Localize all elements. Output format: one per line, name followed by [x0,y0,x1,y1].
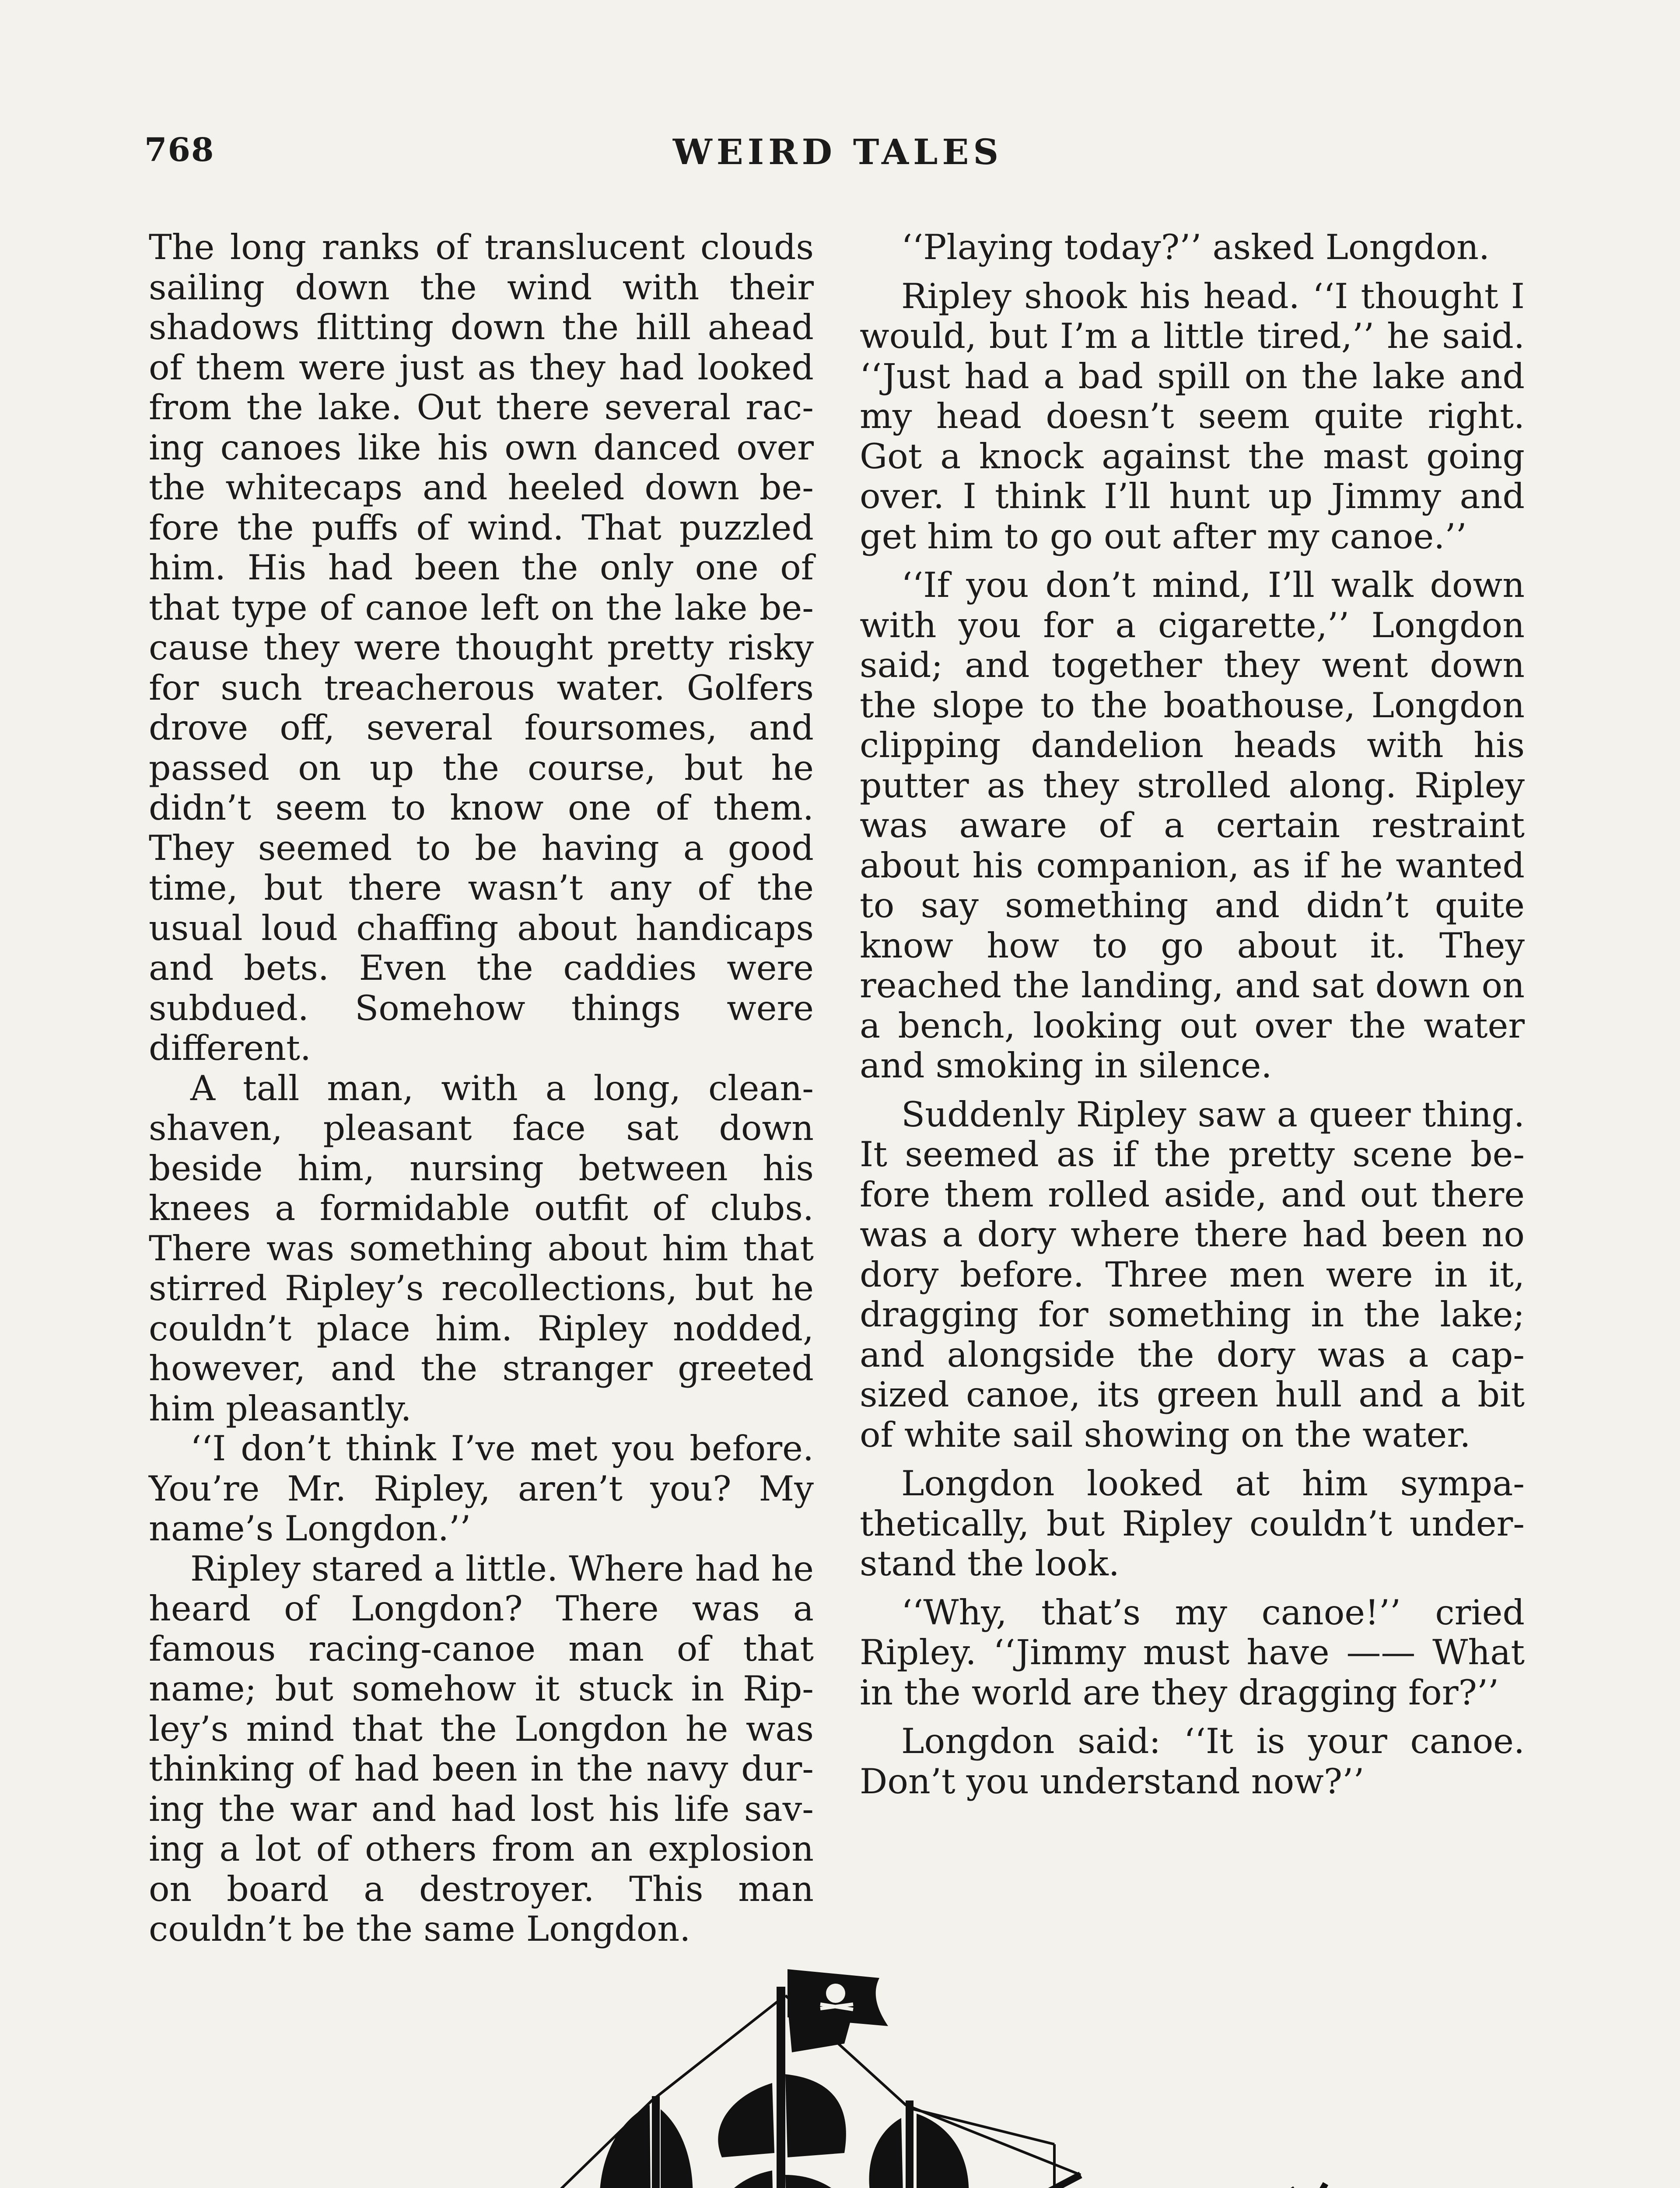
sail [869,2118,904,2188]
paragraph: Ripley stared a little. Where had he heard of Longdon? There was a famous racing-canoe man of that name; but somehow it stuck in Ripley’s mind that the Longdon he was thinking of had been in the navy during the war and had lost his life saving a lot of others from an explosion on board a destroyer. This man couldn’t be the same Longdon. [149,1548,814,1949]
paragraph: Longdon looked at him sympathetically, but Ripley couldn’t understand the look. [860,1463,1525,1584]
sail [785,2074,846,2157]
sail [661,2109,693,2188]
paragraph: A tall man, with a long, clean-shaven, pleasant face sat down beside him, nursing between his knees a formidable outfit of clubs. There was something about him that stirred Ripley’s recollections, but he couldn’t place him. Ripley nodded, however, and the stranger greeted him pleasantly. [149,1068,814,1429]
page-number: 768 [144,131,215,169]
paragraph: Longdon said: ‘‘It is your canoe. Don’t you understand now?’’ [860,1721,1525,1802]
left-text-column [149,228,814,1950]
paragraph: The long ranks of translucent clouds sailing down the wind with their shadows flitting down the hill ahead of them were just as they had looked from the lake. Out there several racing canoes like his own danced over the whitecaps and heeled down before the puffs of wind. That puzzled him. His had been the only one of that type of canoe left on the lake because they were thought pretty risky for such treacherous water. Golfers drove off, several foursomes, and passed on up the course, but he didn’t seem to know one of them. They seemed to be having a good time, but there wasn’t any of the usual loud chaffing about handicaps and bets. Even the caddies were subdued. Somehow things were different. [149,227,814,1068]
sail [917,2114,969,2188]
main-mast [777,1987,785,2188]
sail [785,2175,860,2188]
paragraph: ‘‘Playing today?’’ asked Longdon. [901,227,1490,267]
paragraph: Ripley shook his head. ‘‘I thought I would, but I’m a little tired,’’ he said. ‘‘Just had a bad spill on the lake and my head doesn’t seem quite right. Got a knock against the mast going over. I think I’ll hunt up Jimmy and get him to go out after my canoe.’’ [860,276,1525,557]
right-text-column [860,228,1525,1802]
paragraph: ‘‘Why, that’s my canoe!’’ cried Ripley. ‘‘Jimmy must have —— What in the world are they dragging for?’’ [860,1592,1525,1713]
fore-mast [906,2100,914,2188]
paragraph: ‘‘If you don’t mind, I’ll walk down with you for a cigarette,’’ Longdon said; and together they went down the slope to the boathouse, Longdon clipping dandelion heads with his putter as they strolled along. Ripley was aware of a certain restraint about his companion, as if he wanted to say something and didn’t quite know how to go about it. They reached the landing, and sat down on a bench, looking out over the water and smoking in silence. [860,565,1525,1086]
running-title: WEIRD TALES [672,131,1003,172]
sail [718,2083,774,2157]
seagull [1291,2184,1326,2188]
mizzen-mast [652,2096,660,2188]
paragraph: Suddenly Ripley saw a queer thing. It seemed as if the pretty scene before them rolled aside, and out there was a dory where there had been no dory before. Three men were in it, dragging for something in the lake; and alongside the dory was a capsized canoe, its green hull and a bit of white sail showing on the water. [860,1094,1525,1455]
page-header [144,131,1531,184]
sail [712,2170,774,2188]
sail [599,2105,651,2188]
pirate-ship-illustration [162,1969,1531,2188]
paragraph: ‘‘I don’t think I’ve met you before. You’re Mr. Ripley, aren’t you? My name’s Longdon.’’ [149,1428,814,1549]
